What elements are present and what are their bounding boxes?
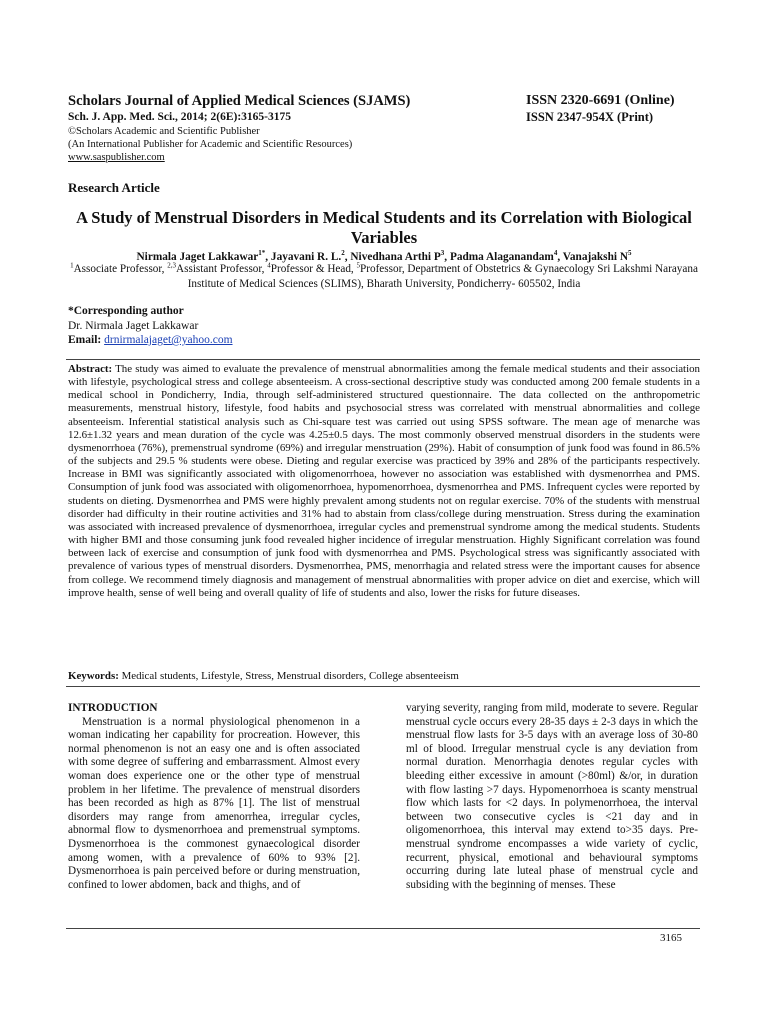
website-link[interactable]: www.saspublisher.com bbox=[68, 152, 165, 163]
page-number: 3165 bbox=[660, 932, 682, 944]
abstract-text: The study was aimed to evaluate the prevalence of menstrual abnormalities among the female medical students and their association with lifestyle, psychological stress and college absenteeism. A cross-sectional descriptive study was conducted among 200 female students in a medical school in Pondicherry, India, through self-administered structured questionnaire. The data collected on the anthropometric measurements, menstrual history, lifestyle, food habits and psychosocial stress was correlated with menstrual abnormalities and college absenteeism. Inferential statistical analysis such as Chi-square test was carried out using SPSS software. The mean age of menarche was 12.6±1.32 years and mean duration of the cycle was 4.25±0.5 days. The most commonly observed menstrual disorders in the students were dysmenorrhoea (76%), premenstrual syndrome (69%) and irregular menstruation (29%). Habit of consumption of junk food was found in 86.5% of the subjects and 29.5 % students were obese. Dieting and regular exercise was practiced by 39% and 28% of the participants respectively. Increase in BMI was significantly associated with oligomenorrhoea, however no association was established with dysmenorrhea and PMS. Consumption of junk food was associated with oligomenorrhoea, hypomenorrhoea, dysmenorrhea and PMS. Infrequent cycles were reported by students on dieting. Dysmenorrhea and PMS were highly prevalent among students not on regular exercise. 70% of the students with menstrual disorder had difficulty in their routine activities and 31% had to abstain from class/college during menstruation. Stress during the examination was associated with increased prevalence of dysmenorrhoea, irregular cycles and premenstrual syndrome among the medical students. Students with higher BMI and those consuming junk food revealed higher incidence of irregular menstruation. Highly Significant correlation was found between lack of exercise and consumption of junk food with dysmenorrhea and PMS. Psychological stress was significantly associated with prevalence of various types of menstrual disorders. Dysmenorrhea, PMS, menorrhagia and related stress were the important causes for absence from college. We recommend timely diagnosis and management of menstrual abnormalities with proper advice on diet and exercise, which will improve health, sense of well being and overall quality of life of students and also, lower the risks for future diseases. bbox=[68, 363, 700, 599]
publisher: ©Scholars Academic and Scientific Publisher bbox=[68, 126, 260, 137]
author: Nirmala Jaget Lakkawar$^{1*}$, bbox=[136, 249, 271, 263]
email-label: Email: bbox=[68, 334, 102, 346]
section-heading: INTRODUCTION bbox=[68, 702, 158, 714]
corresponding-name: Dr. Nirmala Jaget Lakkawar bbox=[68, 319, 199, 332]
abstract bbox=[68, 363, 700, 600]
email-link[interactable]: drnirmalajaget@yahoo.com bbox=[104, 334, 233, 346]
affiliations: $^1$Associate Professor, $^{2,3}$Assistant Professor, $^4$Professor & Head, $^5$Professor, Department of Obstetrics & Gynaecology Sri Lakshmi Narayana Institute of Medical Sciences (SLIMS), Bharath University, Pondicherry- 605502, India bbox=[70, 261, 698, 290]
keywords-text: Medical students, Lifestyle, Stress, Menstrual disorders, College absenteeism bbox=[121, 670, 459, 682]
author: Padma Alaganandam$^4$, bbox=[449, 249, 563, 263]
footer-rule bbox=[66, 928, 700, 929]
article-type: Research Article bbox=[68, 180, 160, 195]
journal-header bbox=[68, 92, 508, 164]
corresponding-author bbox=[68, 304, 233, 348]
keywords-label: Keywords: bbox=[68, 670, 119, 682]
abstract-label: Abstract: bbox=[68, 363, 113, 375]
author: Nivedhana Arthi $P^3$, bbox=[350, 249, 450, 263]
issn-block bbox=[526, 92, 726, 125]
author: Vanajakshi $N^5$ bbox=[562, 249, 632, 263]
issn-print: ISSN 2347-954X (Print) bbox=[526, 110, 654, 124]
intro-paragraph-left: Menstruation is a normal physiological phenomenon in a woman indicating her capability for procreation. However, this normal phenomenon is not an easy one and is often associated with some degree of suffering and embarrassment. Almost every woman does experience one or the other type of menstrual problem in her lifetime. The prevalence of menstrual disorders has been recorded as high as 87% [1]. The list of menstrual disorders may range from amenorrhea, irregular cycles, abnormal flow to dysmenorrhoea and premenstrual symptoms. Dysmenorrhoea is the commonest gynaecological disorder among women, with a prevalence of 60% to 93% [2]. Dysmenorrhoea is pain perceived before or during menstruation, confined to lower abdomen, back and thighs, and of bbox=[68, 715, 360, 891]
publisher-description: (An International Publisher for Academic and Scientific Resources) bbox=[68, 139, 353, 150]
article-title: A Study of Menstrual Disorders in Medical Students and its Correlation with Biological Variables bbox=[76, 208, 692, 247]
abstract-top-rule bbox=[66, 359, 700, 360]
right-column bbox=[406, 702, 698, 892]
keywords bbox=[68, 670, 700, 683]
corresponding-label: *Corresponding author bbox=[68, 305, 184, 317]
journal-name: Scholars Journal of Applied Medical Sciences (SJAMS) bbox=[68, 93, 411, 109]
author: Jayavani R. L.$^2$, bbox=[270, 249, 351, 263]
abstract-bottom-rule bbox=[66, 686, 700, 687]
issn-online: ISSN 2320-6691 (Online) bbox=[526, 93, 675, 108]
left-column bbox=[68, 702, 360, 892]
intro-paragraph-right: varying severity, ranging from mild, moderate to severe. Regular menstrual cycle occurs every 28-35 days ± 2-3 days in which the menstrual flow lasts for 3-5 days with an average loss of 30-80 ml of blood. Irregular menstrual cycle is any deviation from normal duration. Menorrhagia denotes regular cycles with bleeding either excessive in amount (>80ml) &/or, in duration with flow lasting >7 days. Hypomenorrhoea is scanty menstrual flow which lasts for <2 days. In polymenorrhoea, the interval between two consecutive cycles is <21 day and in oligomenorrhoea, this interval may extend to>35 days. Pre-menstrual syndrome encompasses a wide variety of cyclic, recurrent, physical, emotional and behavioural symptoms occurring during late luteal phase of menstrual cycle and subsiding with the beginning of menses. These bbox=[406, 702, 698, 891]
citation: Sch. J. App. Med. Sci., 2014; 2(6E):3165-3175 bbox=[68, 111, 291, 123]
